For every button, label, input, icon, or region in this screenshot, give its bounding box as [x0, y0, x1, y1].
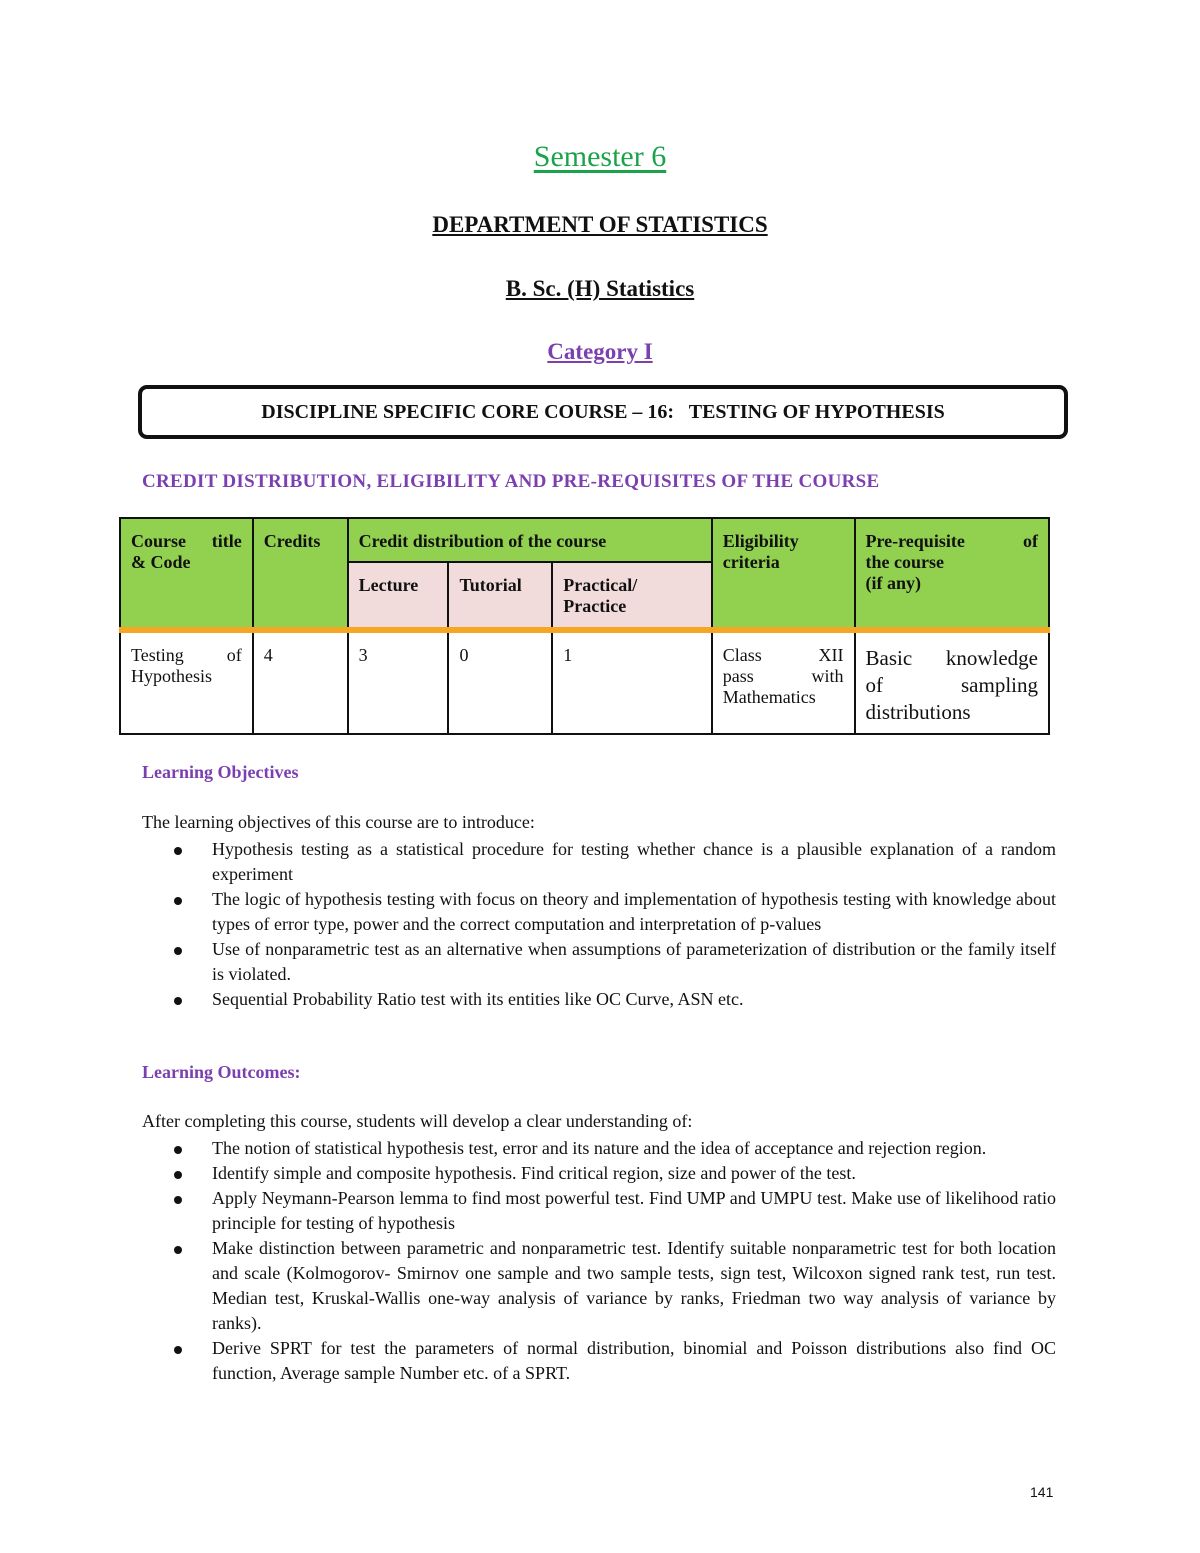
- header-course-title-line1: Course title: [131, 531, 242, 551]
- list-item: [142, 1186, 1056, 1236]
- cell-course: [120, 630, 253, 734]
- bullet-icon: [174, 1146, 182, 1154]
- learning-objectives-intro: The learning objectives of this course are to introduce:: [142, 812, 535, 832]
- list-item-text: Use of nonparametric test as an alternative when assumptions of parameterization of distribution or the family itself is violated.: [212, 939, 1056, 984]
- header-course-title: [120, 518, 253, 630]
- learning-outcomes-heading: Learning Outcomes:: [142, 1062, 301, 1082]
- header-prereq-line3: (if any): [865, 573, 921, 593]
- cell-lecture: 3: [348, 630, 449, 734]
- list-item: [142, 1161, 1056, 1186]
- cell-practical: 1: [552, 630, 711, 734]
- cell-prereq-line1: Basic knowledge: [865, 646, 1038, 670]
- list-item-text: Apply Neymann-Pearson lemma to find most powerful test. Find UMP and UMPU test. Make use of likelihood ratio principle for testing of hypothesis: [212, 1188, 1056, 1233]
- credit-distribution-table: [119, 517, 1050, 735]
- category-title: Category I: [547, 339, 653, 364]
- page-number: 141: [1030, 1484, 1054, 1500]
- list-item-text: Hypothesis testing as a statistical procedure for testing whether chance is a plausible explanation of a random experiment: [212, 839, 1056, 884]
- credit-section-title: CREDIT DISTRIBUTION, ELIGIBILITY AND PRE-REQUISITES OF THE COURSE: [142, 471, 880, 492]
- learning-outcomes-list: [142, 1136, 1056, 1386]
- cell-eligibility: [712, 630, 855, 734]
- list-item: [142, 887, 1056, 937]
- list-item: [142, 1136, 1056, 1161]
- bullet-icon: [174, 1346, 182, 1354]
- course-title-box: [138, 385, 1068, 439]
- header-eligibility-line1: Eligibility: [722, 531, 799, 551]
- bullet-icon: [174, 897, 182, 905]
- list-item: [142, 1236, 1056, 1336]
- bullet-icon: [174, 997, 182, 1005]
- list-item-text: Make distinction between parametric and nonparametric test. Identify suitable nonparametric test for both location and scale (Kolmogorov- Smirnov one sample and two sample tests, sign test, Wilcoxon signed rank test, run test. Median test, Kruskal-Wallis one-way analysis of variance by ranks, Friedman two way analysis of variance by ranks).: [212, 1238, 1056, 1333]
- header-prereq-line1: Pre-requisite of: [865, 531, 1038, 551]
- cell-eligibility-line3: Mathematics: [722, 687, 816, 707]
- learning-objectives-heading: Learning Objectives: [142, 762, 299, 782]
- list-item-text: The logic of hypothesis testing with focus on theory and implementation of hypothesis testing with knowledge about types of error type, power and the correct computation and interpretation of p-values: [212, 889, 1056, 934]
- table-header-row: [120, 518, 1049, 562]
- list-item: [142, 937, 1056, 987]
- department-title: DEPARTMENT OF STATISTICS: [432, 212, 768, 237]
- header-credit-distribution: Credit distribution of the course: [348, 518, 712, 562]
- list-item-text: The notion of statistical hypothesis test, error and its nature and the idea of acceptance and rejection region.: [212, 1138, 987, 1158]
- header-prerequisite: [855, 518, 1050, 630]
- list-item-text: Sequential Probability Ratio test with its entities like OC Curve, ASN etc.: [212, 989, 744, 1009]
- bullet-icon: [174, 1196, 182, 1204]
- learning-outcomes-intro: After completing this course, students will develop a clear understanding of:: [142, 1111, 693, 1131]
- cell-tutorial: 0: [448, 630, 552, 734]
- list-item: [142, 987, 1056, 1012]
- header-practical-line2: Practice: [563, 596, 627, 616]
- cell-prereq-line2: of sampling: [865, 673, 1038, 697]
- header-eligibility: [712, 518, 855, 630]
- cell-prereq-line3: distributions: [865, 700, 971, 724]
- cell-course-line1: Testing of: [131, 645, 242, 665]
- header-credits: Credits: [253, 518, 348, 630]
- list-item-text: Identify simple and composite hypothesis. Find critical region, size and power of the test.: [212, 1163, 856, 1183]
- cell-credits: 4: [253, 630, 348, 734]
- cell-course-line2: Hypothesis: [131, 666, 212, 686]
- list-item: [142, 837, 1056, 887]
- degree-title: B. Sc. (H) Statistics: [505, 276, 695, 301]
- list-item-text: Derive SPRT for test the parameters of normal distribution, binomial and Poisson distributions also find OC function, Average sample Number etc. of a SPRT.: [212, 1338, 1056, 1383]
- bullet-icon: [174, 1246, 182, 1254]
- learning-objectives-list: [142, 837, 1056, 1012]
- header-practical: [552, 562, 711, 630]
- course-title-text: DISCIPLINE SPECIFIC CORE COURSE – 16: TESTING OF HYPOTHESIS: [261, 400, 945, 423]
- header-tutorial: Tutorial: [448, 562, 552, 630]
- bullet-icon: [174, 1171, 182, 1179]
- header-practical-line1: Practical/: [563, 575, 638, 595]
- header-prereq-line2: the course: [865, 552, 944, 572]
- header-course-title-line2: & Code: [131, 552, 191, 572]
- table-row: [120, 630, 1049, 734]
- bullet-icon: [174, 847, 182, 855]
- cell-eligibility-line2: pass with: [722, 666, 844, 686]
- list-item: [142, 1336, 1056, 1386]
- header-lecture: Lecture: [348, 562, 449, 630]
- cell-eligibility-line1: Class XII: [722, 645, 844, 665]
- semester-title: Semester 6: [533, 140, 667, 173]
- cell-prerequisite: [855, 630, 1050, 734]
- header-eligibility-line2: criteria: [722, 552, 780, 572]
- bullet-icon: [174, 947, 182, 955]
